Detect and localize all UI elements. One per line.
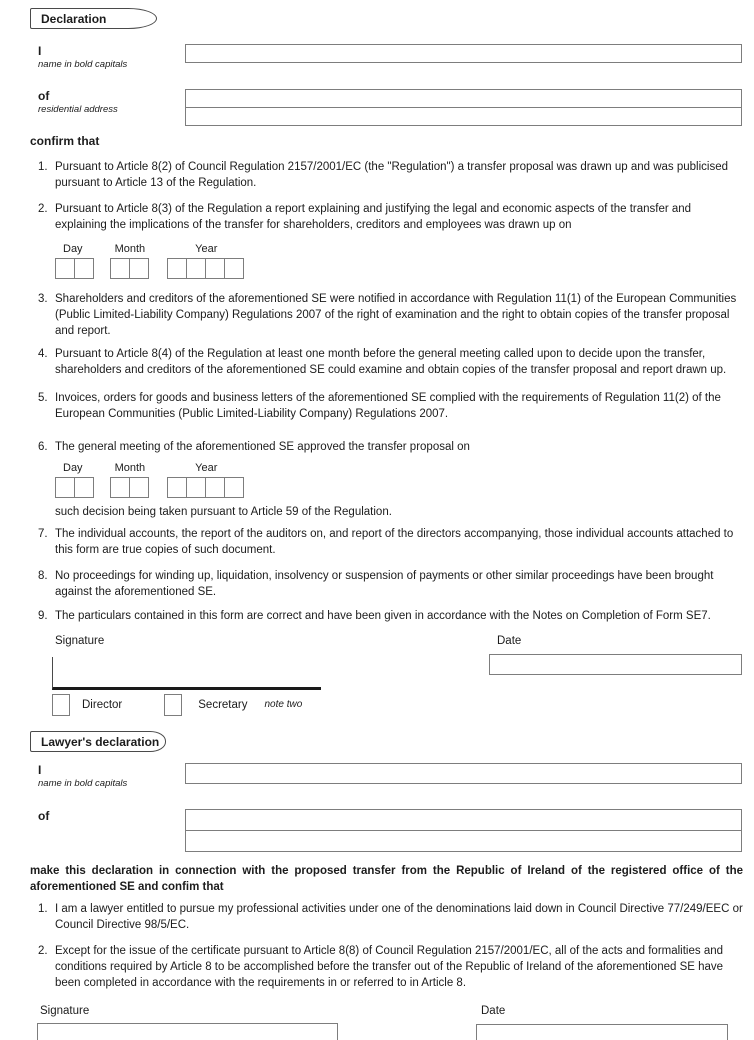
approval-date-group	[55, 460, 754, 498]
declarant-name-input[interactable]	[185, 44, 742, 63]
signature-block	[52, 633, 437, 690]
declaration-item-7	[38, 526, 754, 558]
note-two-reference: note two	[264, 699, 303, 710]
day-cell-2[interactable]	[74, 477, 94, 498]
lawyer-address-labels	[38, 809, 185, 852]
secretary-checkbox[interactable]	[164, 694, 182, 716]
lawyer-date-input[interactable]	[476, 1024, 728, 1040]
lawyer-signature-row	[0, 1003, 754, 1040]
lawyer-signature-box[interactable]	[37, 1023, 338, 1040]
item-text: I am a lawyer entitled to pursue my professional activities under one of the denominations laid down in Council Directive 77/249/EEC or Council Directive 98/5/EC.	[55, 903, 743, 931]
confirm-that-heading: confirm that	[30, 134, 100, 148]
day-label: Day	[63, 462, 83, 474]
item-text: Shareholders and creditors of the aforementioned SE were notified in accordance with Regulation 11(1) of the European Communities (Public Limited-Liability Company) Regulations 2007 of the right of examination and the right to obtain copies of the transfer proposal and report.	[55, 293, 737, 337]
item-text: No proceedings for winding up, liquidation, insolvency or suspension of payments or other similar proceedings have been brought against the aforementioned SE.	[55, 570, 714, 598]
item-number: 9.	[38, 610, 48, 622]
month-label: Month	[114, 243, 146, 255]
month-cell-1[interactable]	[110, 477, 130, 498]
name-label: I	[38, 44, 42, 58]
item-number: 3.	[38, 293, 48, 305]
lawyer-declaration-section-header	[30, 731, 166, 752]
declaration-section-header	[30, 8, 157, 29]
date-block	[489, 633, 742, 690]
director-checkbox[interactable]	[52, 694, 70, 716]
signature-label: Signature	[40, 1005, 90, 1017]
item-text: Pursuant to Article 8(2) of Council Regulation 2157/2001/EC (the "Regulation") a transfer proposal was drawn up and was publicised pursuant to Article 13 of the Regulation.	[55, 161, 728, 189]
declaration-item-1	[38, 159, 754, 191]
signature-label: Signature	[55, 635, 105, 647]
day-cell-1[interactable]	[55, 258, 75, 279]
month-cells	[110, 258, 149, 279]
report-date-group	[55, 241, 754, 279]
year-cell-3[interactable]	[205, 477, 225, 498]
declaration-item-4	[38, 346, 754, 378]
lawyer-intro-statement: make this declaration in connection with the proposed transfer from the Republic of Ireland of the registered office of the aforementioned SE and confim that	[30, 865, 743, 893]
year-label: Year	[195, 462, 218, 474]
declaration-item-9	[38, 608, 754, 624]
declaration-item-2	[38, 201, 754, 233]
year-cell-2[interactable]	[186, 477, 206, 498]
year-cells	[167, 258, 244, 279]
address-label: of	[38, 89, 50, 103]
signature-line[interactable]	[52, 657, 321, 690]
month-cells	[110, 477, 149, 498]
capacity-row	[52, 694, 754, 716]
declaration-item-8	[38, 568, 754, 600]
lawyer-header-label: Lawyer's declaration	[41, 734, 160, 749]
day-cell-1[interactable]	[55, 477, 75, 498]
item-text: The individual accounts, the report of the auditors on, and report of the directors accompanying, those individual accounts attached to this form are true copies of such document.	[55, 528, 734, 556]
name-label: I	[38, 763, 42, 777]
month-label: Month	[114, 462, 146, 474]
lawyer-name-labels	[38, 763, 185, 789]
lawyer-name-input[interactable]	[185, 763, 742, 784]
declaration-signature-row	[0, 633, 754, 690]
lawyer-address-inputs	[185, 809, 742, 852]
date-label: Date	[497, 635, 522, 647]
date-label: Date	[481, 1005, 506, 1017]
lawyer-address-line1-input[interactable]	[185, 809, 742, 831]
item-text: Pursuant to Article 8(4) of the Regulation at least one month before the general meeting called upon to decide upon the transfer, shareholders and creditors of the aforementioned SE could examine and obtain copies of the transfer proposal and report drawn up.	[55, 348, 727, 376]
declarant-address-labels	[38, 89, 185, 126]
year-cell-3[interactable]	[205, 258, 225, 279]
lawyer-item-2	[38, 943, 754, 991]
lawyer-name-row	[38, 763, 754, 789]
item-text: The particulars contained in this form are correct and have been given in accordance with the Notes on Completion of Form SE7.	[55, 610, 711, 622]
item-number: 7.	[38, 528, 48, 540]
item-number: 6.	[38, 441, 48, 453]
item-text: Pursuant to Article 8(3) of the Regulation a report explaining and justifying the legal and economic aspects of the transfer and explaining the implications of the transfer for shareholders, creditors and employees was drawn up on	[55, 203, 692, 231]
declarant-address-inputs	[185, 89, 742, 126]
item-text: Invoices, orders for goods and business letters of the aforementioned SE complied with the requirements of Regulation 11(2) of the European Communities (Public Limited-Liability Company) Regulations 2007.	[55, 392, 721, 420]
lawyer-address-line2-input[interactable]	[185, 830, 742, 852]
declarant-address-row	[38, 89, 754, 126]
item-number: 5.	[38, 392, 48, 404]
year-cell-2[interactable]	[186, 258, 206, 279]
item-number: 2.	[38, 203, 48, 215]
month-cell-2[interactable]	[129, 477, 149, 498]
lawyer-signature-block	[37, 1003, 476, 1040]
year-cells	[167, 477, 244, 498]
lawyer-address-row	[38, 809, 754, 852]
item-number: 1.	[38, 161, 48, 173]
secretary-label: Secretary	[198, 699, 248, 711]
address-sublabel: residential address	[38, 104, 118, 115]
month-cell-1[interactable]	[110, 258, 130, 279]
month-cell-2[interactable]	[129, 258, 149, 279]
lawyer-item-1	[38, 901, 754, 933]
year-cell-1[interactable]	[167, 258, 187, 279]
day-cells	[55, 477, 94, 498]
item-number: 4.	[38, 348, 48, 360]
date-labels	[55, 241, 754, 255]
lawyer-date-block	[476, 1003, 728, 1040]
address-line1-input[interactable]	[185, 89, 742, 108]
declaration-item-5	[38, 390, 754, 422]
item-number: 8.	[38, 570, 48, 582]
item-text: The general meeting of the aforementioned SE approved the transfer proposal on	[55, 441, 470, 453]
name-sublabel: name in bold capitals	[38, 59, 128, 70]
declarant-name-row	[38, 44, 754, 70]
declarant-name-labels	[38, 44, 185, 70]
declaration-item-3	[38, 291, 754, 339]
declaration-item-6	[38, 439, 754, 455]
date-labels	[55, 460, 754, 474]
address-label: of	[38, 809, 50, 823]
item-6-continuation: such decision being taken pursuant to Article 59 of the Regulation.	[55, 506, 392, 518]
year-cell-4[interactable]	[224, 258, 244, 279]
address-line2-input[interactable]	[185, 107, 742, 126]
year-cell-1[interactable]	[167, 477, 187, 498]
year-label: Year	[195, 243, 218, 255]
item-text: Except for the issue of the certificate pursuant to Article 8(8) of Council Regulation 2157/2001/EC, all of the acts and formalities and conditions required by Article 8 to be accomplished before the transfer out of the Republic of Ireland of the aforementioned SE have been completed in accordance with the requirements in or referred to in Article 8.	[55, 945, 724, 989]
item-number: 1.	[38, 903, 48, 915]
day-label: Day	[63, 243, 83, 255]
name-sublabel: name in bold capitals	[38, 778, 128, 789]
declaration-date-input[interactable]	[489, 654, 742, 675]
item-number: 2.	[38, 945, 48, 957]
declaration-header-label: Declaration	[41, 11, 107, 26]
year-cell-4[interactable]	[224, 477, 244, 498]
day-cell-2[interactable]	[74, 258, 94, 279]
day-cells	[55, 258, 94, 279]
director-label: Director	[82, 699, 123, 711]
